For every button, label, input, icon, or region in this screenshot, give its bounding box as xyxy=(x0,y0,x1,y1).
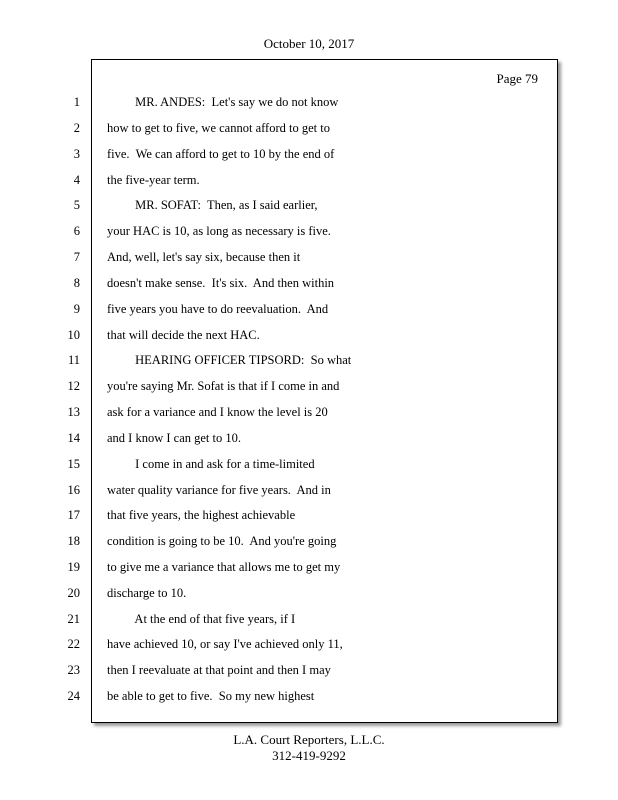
line-10-text: that will decide the next HAC. xyxy=(107,328,260,342)
footer-phone-number: 312-419-9292 xyxy=(272,748,346,763)
line-22-text: have achieved 10, or say I've achieved only 11, xyxy=(107,637,343,651)
line-20-text: discharge to 10. xyxy=(107,586,187,600)
line-3-number: 3 xyxy=(73,147,80,161)
line-15-text: I come in and ask for a time-limited xyxy=(107,457,315,471)
line-15-number: 15 xyxy=(67,457,80,471)
line-1-number: 1 xyxy=(73,95,80,109)
line-22-number: 22 xyxy=(67,637,80,651)
line-21-number: 21 xyxy=(67,612,80,626)
line-14-text: and I know I can get to 10. xyxy=(107,431,241,445)
line-13-number: 13 xyxy=(67,405,80,419)
footer-company-name: L.A. Court Reporters, L.L.C. xyxy=(233,732,385,747)
page-number: Page 79 xyxy=(496,71,538,86)
line-11-number: 11 xyxy=(67,353,80,367)
line-21-text: At the end of that five years, if I xyxy=(107,612,296,626)
line-18-text: condition is going to be 10. And you're going xyxy=(107,534,337,548)
line-1-text: MR. ANDES: Let's say we do not know xyxy=(107,95,339,109)
line-23-text: then I reevaluate at that point and then I may xyxy=(107,663,331,677)
line-11-text: HEARING OFFICER TIPSORD: So what xyxy=(107,353,352,367)
line-2-number: 2 xyxy=(73,121,80,135)
line-12-number: 12 xyxy=(67,379,80,393)
line-24-number: 24 xyxy=(67,689,80,703)
line-8-text: doesn't make sense. It's six. And then within xyxy=(107,276,335,290)
line-3-text: five. We can afford to get to 10 by the end of xyxy=(107,147,335,161)
line-23-number: 23 xyxy=(67,663,80,677)
line-24-text: be able to get to five. So my new highest xyxy=(107,689,315,703)
line-17-text: that five years, the highest achievable xyxy=(107,508,296,522)
line-4-number: 4 xyxy=(73,173,80,187)
line-7-number: 7 xyxy=(73,250,80,264)
line-10-number: 10 xyxy=(67,328,80,342)
header-date: October 10, 2017 xyxy=(263,36,355,51)
line-20-number: 20 xyxy=(67,586,80,600)
line-16-text: water quality variance for five years. And in xyxy=(107,483,331,497)
line-7-text: And, well, let's say six, because then it xyxy=(107,250,301,264)
line-5-number: 5 xyxy=(73,198,80,212)
line-14-number: 14 xyxy=(67,431,80,445)
line-16-number: 16 xyxy=(67,483,80,497)
line-6-number: 6 xyxy=(73,224,80,238)
line-9-text: five years you have to do reevaluation. And xyxy=(107,302,329,316)
line-19-text: to give me a variance that allows me to get my xyxy=(107,560,341,574)
line-8-number: 8 xyxy=(73,276,80,290)
line-17-number: 17 xyxy=(67,508,80,522)
line-18-number: 18 xyxy=(67,534,80,548)
line-12-text: you're saying Mr. Sofat is that if I come in and xyxy=(107,379,340,393)
line-13-text: ask for a variance and I know the level is 20 xyxy=(107,405,328,419)
line-2-text: how to get to five, we cannot afford to get to xyxy=(107,121,330,135)
line-6-text: your HAC is 10, as long as necessary is five. xyxy=(107,224,331,238)
line-4-text: the five-year term. xyxy=(107,173,200,187)
line-19-number: 19 xyxy=(67,560,80,574)
line-5-text: MR. SOFAT: Then, as I said earlier, xyxy=(107,198,318,212)
line-9-number: 9 xyxy=(73,302,80,316)
